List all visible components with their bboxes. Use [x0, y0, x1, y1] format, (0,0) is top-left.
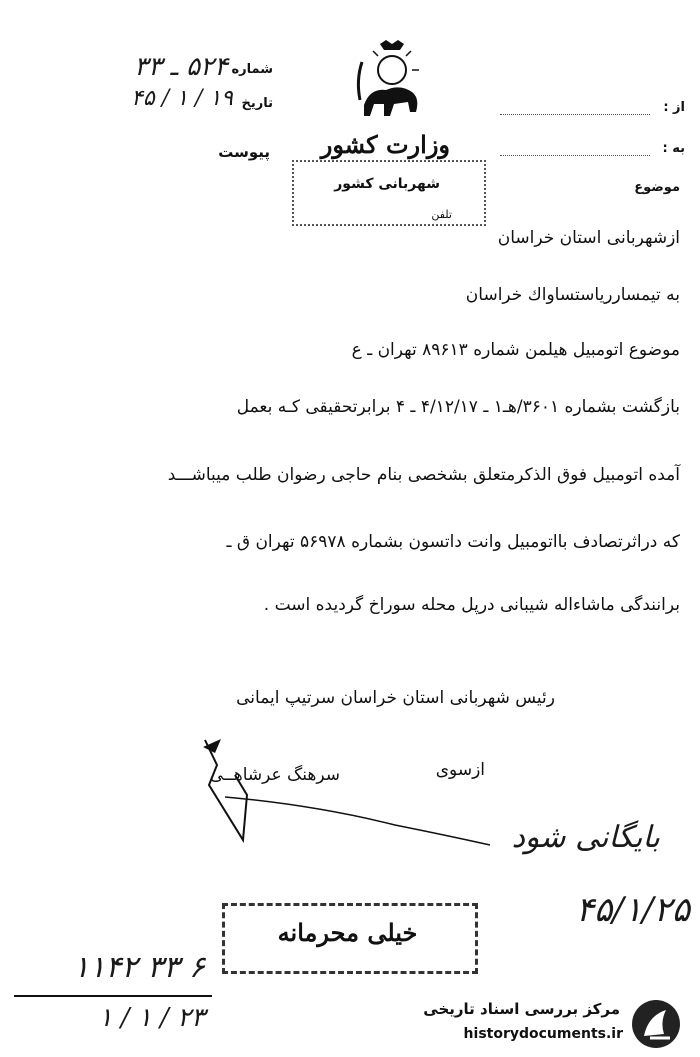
attachment-label: پیوست [218, 143, 270, 161]
letter-recipient: به تیمساررياستساواك خراسان [465, 285, 680, 305]
ministry-title: وزارت کشور [320, 130, 450, 159]
ministry-stamp-text: شهربانی کشور [334, 176, 440, 192]
number-value: ۵۲۴ ـ ۳۳ [134, 52, 228, 82]
from-side-name: سرهنگ عرشاهــی [209, 765, 340, 785]
handwritten-note: بایگانی شود [511, 820, 660, 855]
footer-website: historydocuments.ir [463, 1026, 623, 1042]
subject-label: موضوع [634, 180, 680, 195]
number-label: شماره [231, 62, 273, 77]
to-line [500, 155, 650, 156]
signature-scribble [195, 735, 495, 855]
letter-body-line-3: که دراثرتصادف بااتومبیل وانت داتسون بشماره ۵۶۹۷۸ تهران ق ـ [226, 532, 680, 552]
letter-subject: موضوع اتومبیل هیلمن شماره ۸۹۶۱۳ تهران ـ ع [351, 340, 680, 360]
letter-body-line-1: بازگشت بشماره ۳۶۰۱/هـ۱ ـ ۴/۱۲/۱۷ ـ ۴ برابرتحقیقی کـه بعمل [236, 397, 680, 417]
handwritten-date: ۴۵/۱/۲۵ [575, 890, 690, 930]
bottom-reference-underline [14, 995, 212, 997]
confidential-stamp-text: خیلی محرمانه [277, 918, 418, 947]
from-side-label: ازسوی [435, 760, 485, 780]
phone-label: تلفن [431, 208, 452, 221]
signature-line: رئیس شهربانی استان خراسان سرتیپ ایمانی [236, 688, 555, 708]
bottom-reference-number: ۶ ۳۳ ۱۱۴۲ [73, 950, 205, 985]
from-label: از : [663, 100, 685, 115]
letter-body-line-2: آمده اتومبیل فوق الذکرمتعلق بشخصی بنام حاجی رضوان طلب میباشـــد [167, 465, 680, 485]
from-line [500, 114, 650, 115]
to-label: به : [662, 141, 685, 156]
date-value: ۱۹ / ۱ / ۴۵ [131, 86, 233, 111]
bottom-reference-date: ۲۳ / ۱ / ۱ [98, 1003, 205, 1033]
footer-logo-icon [630, 998, 682, 1050]
ministry-stamp [292, 160, 486, 226]
lion-sun-emblem-icon [350, 40, 430, 130]
letter-sender: ازشهربانی استان خراسان [497, 228, 680, 248]
letter-body-line-4: برانندگی ماشاءاله شیبانی درپل محله سوراخ گردیده است . [263, 595, 680, 615]
footer-center-name: مرکز بررسی اسناد تاریخی [423, 1000, 620, 1018]
date-label: تاریخ [241, 96, 273, 111]
